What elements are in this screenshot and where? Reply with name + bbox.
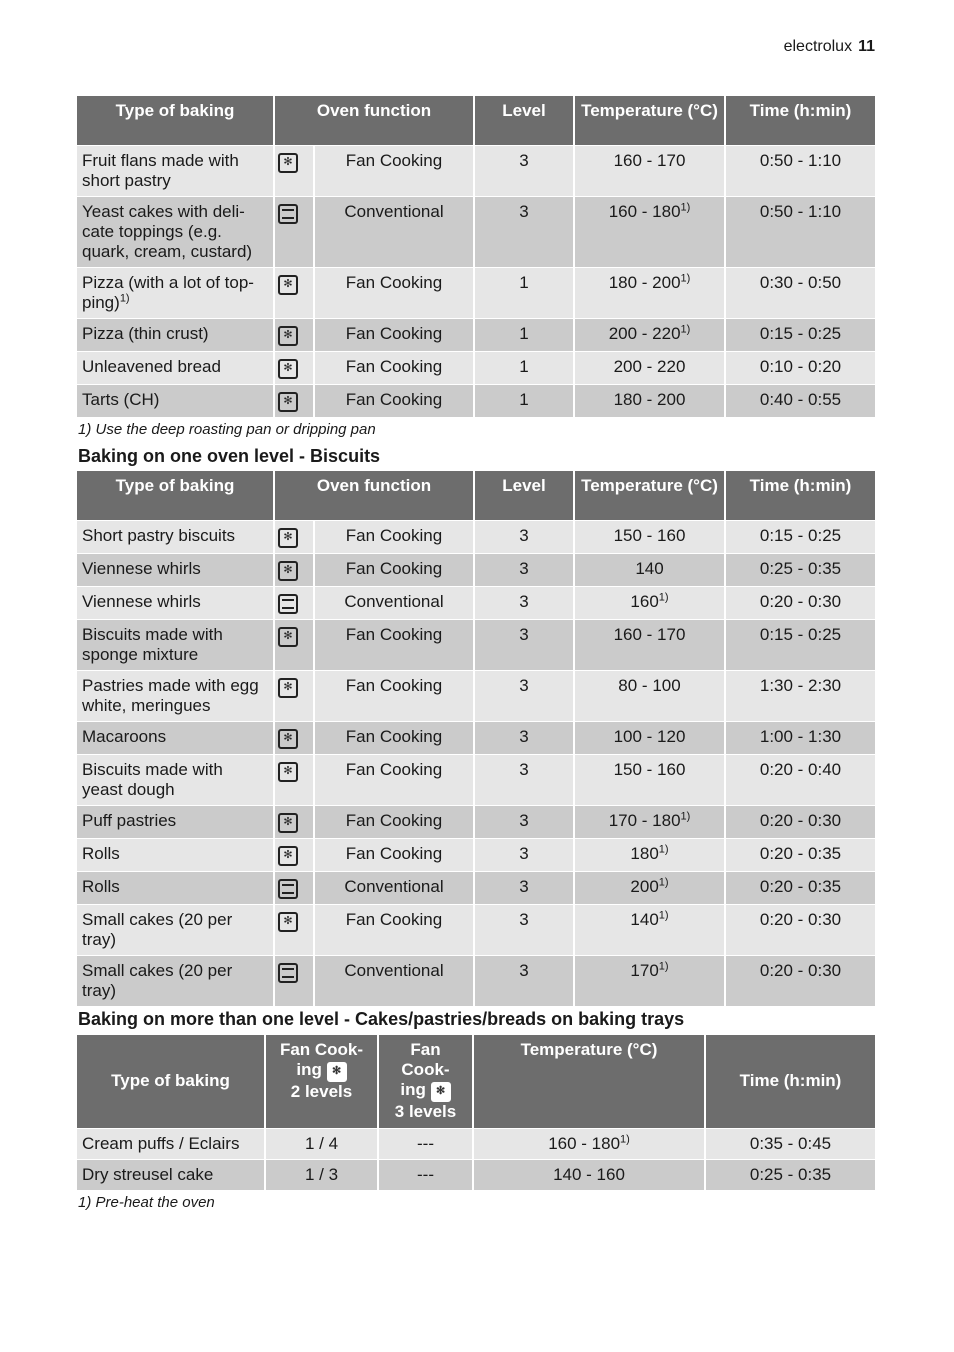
header-fan-3-line4: 3 levels bbox=[394, 1102, 457, 1121]
type-cell bbox=[77, 619, 274, 670]
temperature-cell bbox=[574, 351, 725, 384]
section-title: Baking on one oven level - Biscuits bbox=[78, 446, 381, 466]
icon-cell bbox=[274, 351, 314, 384]
fan-cooking-icon bbox=[278, 678, 298, 698]
header-fan-3-line2: Cook- bbox=[401, 1060, 450, 1079]
icon-cell bbox=[274, 553, 314, 586]
footnote-marker: 1) bbox=[658, 875, 669, 888]
oven-function-cell: Fan Cooking bbox=[314, 721, 474, 754]
level-cell: 3 bbox=[474, 871, 574, 904]
temperature-cell bbox=[574, 871, 725, 904]
temp-value: 180 - 200 bbox=[608, 272, 681, 292]
fan-2-levels-cell: 1 / 4 bbox=[265, 1129, 378, 1160]
time-cell: 0:15 - 0:25 bbox=[725, 318, 875, 351]
header-oven-function: Oven function bbox=[274, 471, 474, 520]
type-value: Tarts (CH) bbox=[82, 389, 160, 409]
icon-cell bbox=[274, 145, 314, 196]
time-cell: 0:15 - 0:25 bbox=[725, 520, 875, 553]
fan-cooking-icon bbox=[278, 528, 298, 548]
type-value: Rolls bbox=[82, 843, 120, 863]
time-cell: 0:20 - 0:40 bbox=[725, 754, 875, 805]
baking-table-biscuits bbox=[77, 471, 875, 1007]
oven-function-cell: Fan Cooking bbox=[314, 267, 474, 318]
temp-value: 150 - 160 bbox=[613, 525, 686, 545]
level-cell: 3 bbox=[474, 904, 574, 955]
type-value: Pizza (with a lot of top-ping) bbox=[82, 272, 254, 312]
type-cell bbox=[77, 553, 274, 586]
header-fan-3-levels bbox=[378, 1035, 473, 1129]
footnote-marker: 1) bbox=[658, 842, 669, 855]
oven-function-cell: Fan Cooking bbox=[314, 145, 474, 196]
footnote-marker: 1) bbox=[620, 1133, 630, 1146]
temp-value: 100 - 120 bbox=[613, 726, 686, 746]
fan-cooking-icon bbox=[278, 275, 298, 295]
icon-cell bbox=[274, 721, 314, 754]
temperature-cell bbox=[574, 196, 725, 267]
fan-cooking-icon bbox=[278, 627, 298, 647]
temp-value: 160 bbox=[630, 591, 659, 611]
icon-cell bbox=[274, 267, 314, 318]
time-cell: 0:10 - 0:20 bbox=[725, 351, 875, 384]
type-cell bbox=[77, 384, 274, 417]
table-row bbox=[77, 196, 875, 267]
temp-value: 140 - 160 bbox=[553, 1165, 625, 1184]
baking-table-multi-level bbox=[77, 1035, 875, 1191]
type-value: Unleavened bread bbox=[82, 356, 221, 376]
icon-cell bbox=[274, 871, 314, 904]
footnote-marker: 1) bbox=[658, 590, 669, 603]
table-row bbox=[77, 586, 875, 619]
temp-value: 140 bbox=[635, 558, 664, 578]
temperature-cell bbox=[473, 1160, 705, 1191]
table-row bbox=[77, 805, 875, 838]
header-fan-2-line3: 2 levels bbox=[290, 1082, 353, 1101]
temperature-cell bbox=[574, 267, 725, 318]
level-cell: 3 bbox=[474, 619, 574, 670]
icon-cell bbox=[274, 805, 314, 838]
conventional-icon bbox=[278, 594, 298, 614]
type-value: Pastries made with egg white, meringues bbox=[82, 675, 259, 715]
type-cell bbox=[77, 670, 274, 721]
level-cell: 3 bbox=[474, 838, 574, 871]
fan-cooking-icon bbox=[278, 359, 298, 379]
footnote: 1) Use the deep roasting pan or dripping pan bbox=[78, 421, 376, 438]
type-value: Biscuits made with yeast dough bbox=[82, 759, 223, 799]
temp-value: 150 - 160 bbox=[613, 759, 686, 779]
fan-cooking-icon bbox=[431, 1082, 451, 1102]
fan-cooking-icon bbox=[278, 561, 298, 581]
type-cell bbox=[77, 351, 274, 384]
table-row bbox=[77, 1129, 875, 1160]
type-cell: Cream puffs / Eclairs bbox=[77, 1129, 265, 1160]
header-type: Type of baking bbox=[77, 96, 274, 145]
icon-cell bbox=[274, 619, 314, 670]
type-value: Yeast cakes with deli-cate toppings (e.g. quark, cream, custard) bbox=[82, 201, 253, 261]
table-row bbox=[77, 955, 875, 1006]
footnote-marker: 1) bbox=[680, 322, 691, 335]
table-row bbox=[77, 904, 875, 955]
level-cell: 3 bbox=[474, 805, 574, 838]
time-cell: 0:20 - 0:35 bbox=[725, 871, 875, 904]
temperature-cell bbox=[473, 1129, 705, 1160]
header-temperature: Temperature (°C) bbox=[574, 471, 725, 520]
time-cell: 0:50 - 1:10 bbox=[725, 196, 875, 267]
header-level: Level bbox=[474, 471, 574, 520]
header-fan-2-line2: ing bbox=[296, 1060, 322, 1079]
table-row bbox=[77, 384, 875, 417]
type-value: Viennese whirls bbox=[82, 558, 201, 578]
temperature-cell bbox=[574, 520, 725, 553]
oven-function-cell: Conventional bbox=[314, 586, 474, 619]
temperature-cell bbox=[574, 721, 725, 754]
temp-value: 140 bbox=[630, 909, 659, 929]
type-cell bbox=[77, 196, 274, 267]
time-cell: 1:00 - 1:30 bbox=[725, 721, 875, 754]
type-value: Fruit flans made with short pastry bbox=[82, 150, 239, 190]
icon-cell bbox=[274, 838, 314, 871]
type-cell bbox=[77, 838, 274, 871]
level-cell: 3 bbox=[474, 754, 574, 805]
level-cell: 3 bbox=[474, 553, 574, 586]
table-row bbox=[77, 553, 875, 586]
icon-cell bbox=[274, 670, 314, 721]
oven-function-cell: Fan Cooking bbox=[314, 670, 474, 721]
temperature-cell bbox=[574, 318, 725, 351]
level-cell: 3 bbox=[474, 520, 574, 553]
oven-function-cell: Fan Cooking bbox=[314, 384, 474, 417]
table-row bbox=[77, 318, 875, 351]
level-cell: 1 bbox=[474, 267, 574, 318]
fan-3-levels-cell: --- bbox=[378, 1160, 473, 1191]
type-value: Puff pastries bbox=[82, 810, 177, 830]
time-cell: 0:20 - 0:35 bbox=[725, 838, 875, 871]
table-row bbox=[77, 145, 875, 196]
header-fan-3-line1: Fan bbox=[410, 1040, 441, 1059]
table-row bbox=[77, 267, 875, 318]
temp-value: 180 - 200 bbox=[613, 389, 686, 409]
footnote: 1) Pre-heat the oven bbox=[78, 1194, 215, 1211]
footnote-marker: 1) bbox=[680, 809, 691, 822]
header-fan-2-line1: Fan Cook- bbox=[279, 1040, 364, 1059]
temperature-cell bbox=[574, 955, 725, 1006]
table-row bbox=[77, 1160, 875, 1191]
oven-function-cell: Fan Cooking bbox=[314, 805, 474, 838]
oven-function-cell: Fan Cooking bbox=[314, 520, 474, 553]
temperature-cell bbox=[574, 619, 725, 670]
header-type: Type of baking bbox=[77, 471, 274, 520]
icon-cell bbox=[274, 754, 314, 805]
temperature-cell bbox=[574, 904, 725, 955]
fan-cooking-icon bbox=[278, 846, 298, 866]
temperature-cell bbox=[574, 838, 725, 871]
level-cell: 3 bbox=[474, 145, 574, 196]
temp-value: 200 bbox=[630, 876, 659, 896]
level-cell: 3 bbox=[474, 955, 574, 1006]
oven-function-cell: Conventional bbox=[314, 955, 474, 1006]
type-value: Pizza (thin crust) bbox=[82, 323, 209, 343]
temp-value: 200 - 220 bbox=[613, 356, 686, 376]
type-cell bbox=[77, 721, 274, 754]
conventional-icon bbox=[278, 204, 298, 224]
type-cell bbox=[77, 871, 274, 904]
header-temperature: Temperature (°C) bbox=[574, 96, 725, 145]
fan-2-levels-cell: 1 / 3 bbox=[265, 1160, 378, 1191]
temp-value: 180 bbox=[630, 843, 659, 863]
footnote-marker: 1) bbox=[680, 271, 691, 284]
time-cell: 0:50 - 1:10 bbox=[725, 145, 875, 196]
fan-cooking-icon bbox=[278, 762, 298, 782]
type-value: Small cakes (20 per tray) bbox=[82, 909, 233, 949]
header-type: Type of baking bbox=[77, 1035, 265, 1129]
temperature-cell bbox=[574, 586, 725, 619]
table-row bbox=[77, 619, 875, 670]
level-cell: 1 bbox=[474, 351, 574, 384]
time-cell: 0:40 - 0:55 bbox=[725, 384, 875, 417]
section-title: Baking on more than one level - Cakes/pastries/breads on baking trays bbox=[78, 1009, 685, 1029]
type-cell bbox=[77, 318, 274, 351]
time-cell: 1:30 - 2:30 bbox=[725, 670, 875, 721]
header-temperature: Temperature (°C) bbox=[473, 1035, 705, 1129]
type-value: Short pastry biscuits bbox=[82, 525, 236, 545]
fan-cooking-icon bbox=[278, 153, 298, 173]
type-value: Small cakes (20 per tray) bbox=[82, 960, 233, 1000]
time-cell: 0:35 - 0:45 bbox=[705, 1129, 875, 1160]
time-cell: 0:20 - 0:30 bbox=[725, 805, 875, 838]
type-cell bbox=[77, 904, 274, 955]
fan-cooking-icon bbox=[278, 392, 298, 412]
icon-cell bbox=[274, 520, 314, 553]
oven-function-cell: Fan Cooking bbox=[314, 318, 474, 351]
type-cell bbox=[77, 754, 274, 805]
level-cell: 1 bbox=[474, 384, 574, 417]
icon-cell bbox=[274, 318, 314, 351]
temperature-cell bbox=[574, 754, 725, 805]
temperature-cell bbox=[574, 145, 725, 196]
type-cell: Dry streusel cake bbox=[77, 1160, 265, 1191]
time-cell: 0:25 - 0:35 bbox=[705, 1160, 875, 1191]
temperature-cell bbox=[574, 805, 725, 838]
page-header bbox=[784, 38, 875, 56]
time-cell: 0:20 - 0:30 bbox=[725, 904, 875, 955]
icon-cell bbox=[274, 586, 314, 619]
table-row bbox=[77, 670, 875, 721]
temp-value: 160 - 180 bbox=[608, 201, 681, 221]
footnote-marker: 1) bbox=[119, 291, 130, 304]
fan-cooking-icon bbox=[278, 912, 298, 932]
level-cell: 1 bbox=[474, 318, 574, 351]
type-cell bbox=[77, 586, 274, 619]
icon-cell bbox=[274, 904, 314, 955]
type-value: Rolls bbox=[82, 876, 120, 896]
time-cell: 0:20 - 0:30 bbox=[725, 955, 875, 1006]
oven-function-cell: Fan Cooking bbox=[314, 838, 474, 871]
header-oven-function: Oven function bbox=[274, 96, 474, 145]
fan-cooking-icon bbox=[278, 813, 298, 833]
brand-name: electrolux bbox=[783, 38, 853, 55]
time-cell: 0:30 - 0:50 bbox=[725, 267, 875, 318]
oven-function-cell: Conventional bbox=[314, 871, 474, 904]
type-cell bbox=[77, 955, 274, 1006]
oven-function-cell: Fan Cooking bbox=[314, 904, 474, 955]
temp-value: 160 - 180 bbox=[548, 1134, 621, 1153]
icon-cell bbox=[274, 384, 314, 417]
type-value: Viennese whirls bbox=[82, 591, 201, 611]
table-row bbox=[77, 721, 875, 754]
table-row bbox=[77, 754, 875, 805]
header-time: Time (h:min) bbox=[725, 471, 875, 520]
type-value: Macaroons bbox=[82, 726, 167, 746]
temp-value: 170 - 180 bbox=[608, 810, 681, 830]
temp-value: 80 - 100 bbox=[618, 675, 681, 695]
type-cell bbox=[77, 520, 274, 553]
oven-function-cell: Conventional bbox=[314, 196, 474, 267]
time-cell: 0:25 - 0:35 bbox=[725, 553, 875, 586]
temperature-cell bbox=[574, 384, 725, 417]
temperature-cell bbox=[574, 553, 725, 586]
temp-value: 170 bbox=[630, 960, 659, 980]
table-row bbox=[77, 520, 875, 553]
footnote-marker: 1) bbox=[658, 908, 669, 921]
conventional-icon bbox=[278, 879, 298, 899]
header-time: Time (h:min) bbox=[705, 1035, 875, 1129]
table-row bbox=[77, 871, 875, 904]
oven-function-cell: Fan Cooking bbox=[314, 619, 474, 670]
icon-cell bbox=[274, 196, 314, 267]
header-time: Time (h:min) bbox=[725, 96, 875, 145]
time-cell: 0:20 - 0:30 bbox=[725, 586, 875, 619]
time-cell: 0:15 - 0:25 bbox=[725, 619, 875, 670]
conventional-icon bbox=[278, 963, 298, 983]
type-cell bbox=[77, 145, 274, 196]
fan-cooking-icon bbox=[278, 326, 298, 346]
type-cell bbox=[77, 267, 274, 318]
level-cell: 3 bbox=[474, 670, 574, 721]
oven-function-cell: Fan Cooking bbox=[314, 351, 474, 384]
oven-function-cell: Fan Cooking bbox=[314, 553, 474, 586]
header-level: Level bbox=[474, 96, 574, 145]
table-row bbox=[77, 838, 875, 871]
type-value: Biscuits made with sponge mixture bbox=[82, 624, 223, 664]
icon-cell bbox=[274, 955, 314, 1006]
level-cell: 3 bbox=[474, 721, 574, 754]
level-cell: 3 bbox=[474, 196, 574, 267]
type-cell bbox=[77, 805, 274, 838]
page-number: 11 bbox=[858, 38, 875, 55]
header-fan-2-levels bbox=[265, 1035, 378, 1129]
temp-value: 160 - 170 bbox=[613, 150, 686, 170]
fan-3-levels-cell: --- bbox=[378, 1129, 473, 1160]
footnote-marker: 1) bbox=[658, 959, 669, 972]
fan-cooking-icon bbox=[278, 729, 298, 749]
fan-cooking-icon bbox=[327, 1062, 347, 1082]
oven-function-cell: Fan Cooking bbox=[314, 754, 474, 805]
baking-table-one-level bbox=[77, 96, 875, 418]
footnote-marker: 1) bbox=[680, 200, 691, 213]
table-row bbox=[77, 351, 875, 384]
temperature-cell bbox=[574, 670, 725, 721]
temp-value: 200 - 220 bbox=[608, 323, 681, 343]
header-fan-3-line3: ing bbox=[400, 1080, 426, 1099]
temp-value: 160 - 170 bbox=[613, 624, 686, 644]
level-cell: 3 bbox=[474, 586, 574, 619]
